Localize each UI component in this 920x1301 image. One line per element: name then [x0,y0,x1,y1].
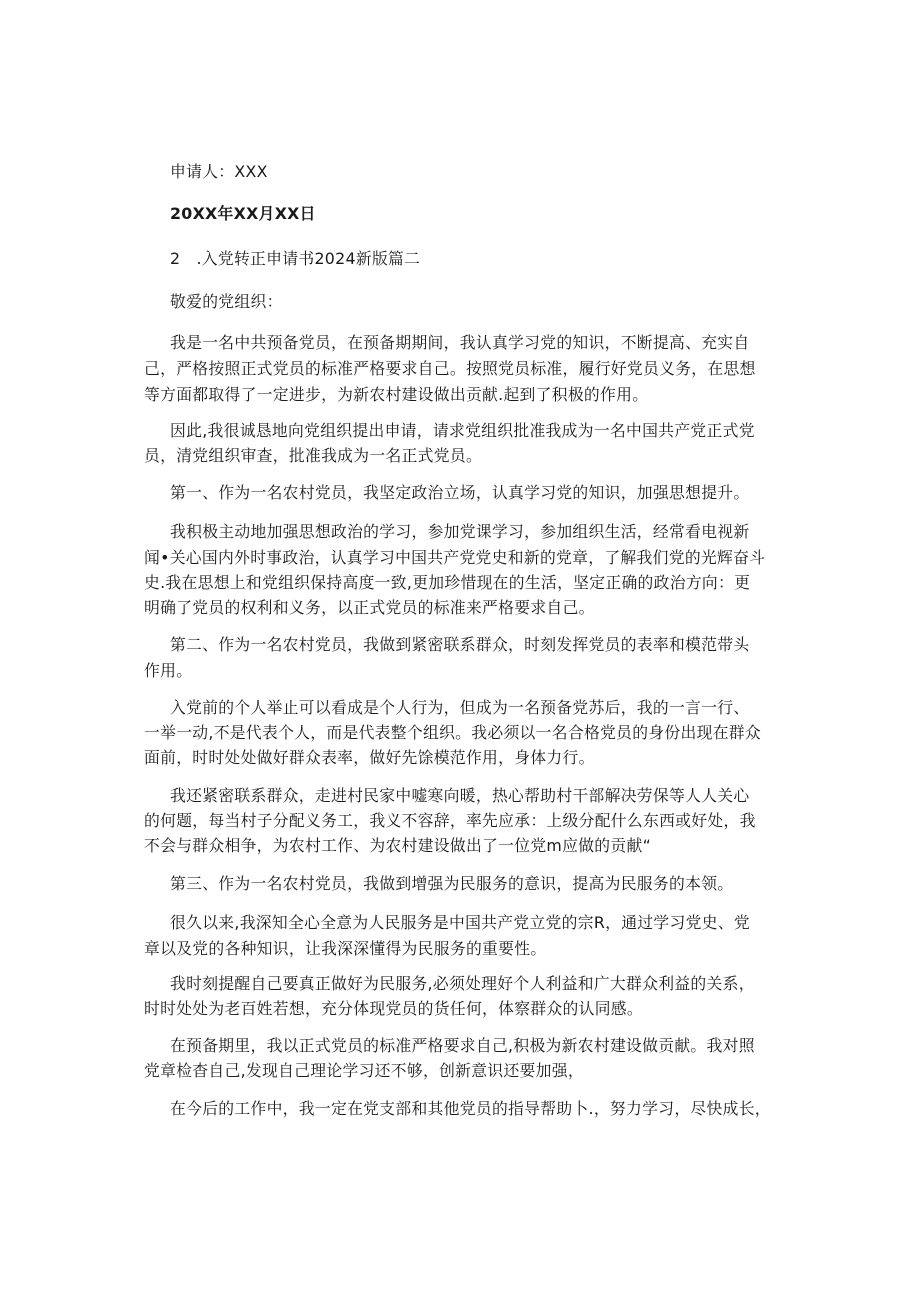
paragraph-11-line-1: 在预备期里，我以正式党员的标准严格要求自己,积极为新农村建设做贡献。我对照 [170,1036,755,1055]
paragraph-1-line-3: 等方面都取得了一定进步，为新农村建设做出贡献.起到了积极的作用。 [144,385,649,404]
paragraph-11-line-2: 党章检杳自己,发现自己理论学习还不够，创新意识还要加强， [144,1061,584,1080]
paragraph-9-line-1: 很久以来,我深知全心全意为人民服务是中国共产党立党的宗R，通过学习党史、党 [170,913,750,932]
paragraph-9-line-2: 章以及党的各种知识，让我深深懂得为民服务的重要性。 [144,939,547,958]
paragraph-4-line-2: 闻•关心国内外时事政治，认真学习中国共产党党史和新的党章，了解我们党的光辉奋斗 [144,548,766,567]
applicant-line: 申请人：XXX [170,162,268,181]
paragraph-8-line-1: 第三、作为一名农村党员，我做到增强为民服务的意识，提高为民服务的本领。 [170,874,734,893]
paragraph-7-line-1: 我还紧密联系群众，走进村民家中嘘寒向暖，热心帮助村干部解决劳保等人人关心 [170,786,750,805]
paragraph-7-line-3: 不会与群众相争，为农村工作、为农村建设做出了一位党m应做的贡献“ [144,836,652,855]
paragraph-4-line-4: 明确了党员的权利和义务，以正式党员的标准来严格要求自己。 [144,598,595,617]
salutation: 敬爱的党组织： [170,292,283,311]
paragraph-10-line-2: 时时处处为老百姓若想，充分体现党员的货任何，体察群众的认同感。 [144,999,644,1018]
paragraph-3-line-1: 第一、作为一名农村党员，我坚定政治立场，认真学习党的知识，加强思想提升。 [170,483,750,502]
paragraph-12-line-1: 在今后的工作中，我一定在党支部和其他党员的指导帮助卜.，努力学习，尽快成长， [170,1099,771,1118]
paragraph-7-line-2: 的何题，每当村子分配义务工，我义不容辞，率先应承：上级分配什么东西或好处，我 [144,811,756,830]
paragraph-6-line-1: 入党前的个人举止可以看成是个人行为，但成为一名预备党苏后，我的一言一行、 [170,698,750,717]
paragraph-5-line-1: 第二、作为一名农村党员，我做到紧密联系群众，时刻发挥党员的表率和模范带头 [170,635,750,654]
paragraph-6-line-3: 面前，时时处处做好群众表率，做好先馀模范作用，身体力行。 [144,748,595,767]
date-line: 20XX年XX月XX日 [170,204,316,223]
section-heading: 2 .入党转正申请书2024新版篇二 [170,249,421,268]
paragraph-6-line-2: 一举一动,不是代表个人，而是代表整个组织。我必须以一名合格党员的身份出现在群众 [144,723,762,742]
paragraph-1-line-2: 己，严格按照正式党员的标准严格要求自己。按照党员标准，履行好党员义务，在思想 [144,359,756,378]
paragraph-10-line-1: 我时刻提醒自己要真正做好为民服务,必须处理好个人利益和广大群众利益的关系， [170,974,755,993]
paragraph-2-line-1: 因此,我很诚恳地向党组织提出申请，请求党组织批准我成为一名中国共产党正式党 [170,421,755,440]
paragraph-2-line-2: 员，清党组织审查，批准我成为一名正式党员。 [144,446,483,465]
paragraph-1-line-1: 我是一名中共预备党员，在预备期期间，我认真学习党的知识，不断提高、充实自 [170,333,750,352]
paragraph-4-line-1: 我积极主动地加强思想政治的学习，参加党课学习，参加组织生活，经常看电视新 [170,522,750,541]
paragraph-5-line-2: 作用。 [144,661,193,680]
paragraph-4-line-3: 史.我在思想上和党组织保持高度一致,更加珍惜现在的生活，坚定正确的政治方向：更 [144,573,751,592]
